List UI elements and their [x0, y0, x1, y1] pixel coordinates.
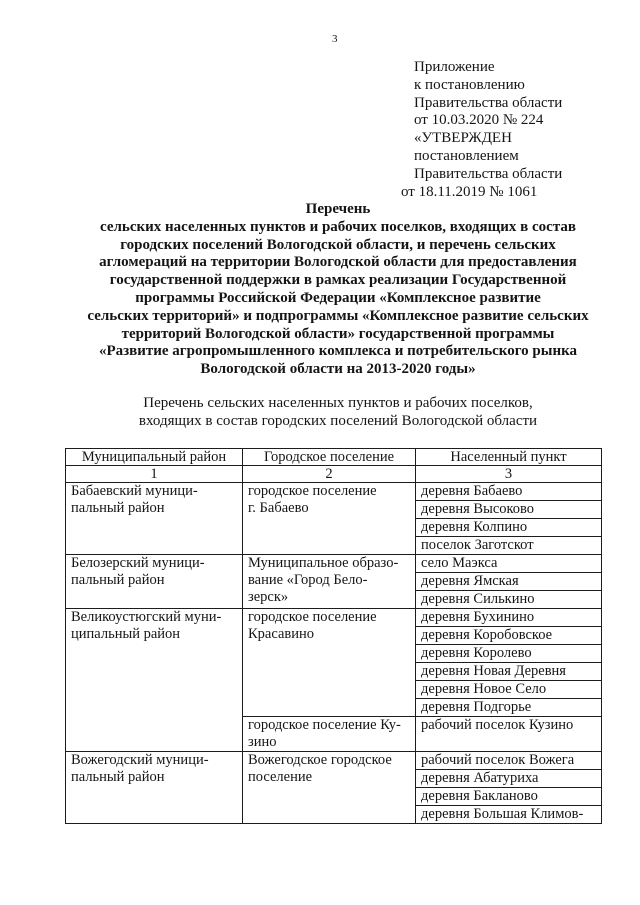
cell-line: пальный район [71, 769, 165, 785]
cell-line: поселение [248, 769, 313, 785]
table-header-row [66, 449, 602, 466]
cell-line: пальный район [71, 500, 165, 516]
title-line: «Развитие агропромышленного комплекса и потребительского рынка [98, 343, 578, 360]
cell-line: пальный район [71, 572, 165, 588]
approval-line: постановлением [414, 147, 519, 164]
approval-line: к постановлению [414, 76, 525, 93]
locality-cell: рабочий поселок Вожега [416, 752, 602, 770]
cell-line: городское поселение [248, 609, 377, 625]
table-row [66, 555, 602, 573]
cell-line: зерск» [248, 589, 289, 605]
title-line: сельских населенных пунктов и рабочих поселков, входящих в состав [100, 218, 576, 235]
locality-cell: деревня Подгорье [416, 699, 602, 717]
cell-line: ципальный район [71, 626, 181, 642]
locality-cell: поселок Заготскот [416, 537, 602, 555]
approval-line: «УТВЕРЖДЕН [414, 130, 512, 147]
column-number: 2 [243, 466, 416, 483]
column-number-row [66, 466, 602, 483]
approval-line: от 10.03.2020 № 224 [414, 112, 544, 129]
approval-line: от 18.11.2019 № 1061 [401, 183, 538, 200]
locality-cell: рабочий поселок Кузино [416, 717, 602, 752]
title-line: Перечень [305, 201, 371, 217]
cell-line: Бабаевский муници- [71, 483, 198, 499]
settlement-cell [243, 483, 416, 555]
column-number: 3 [416, 466, 602, 483]
settlement-cell [243, 609, 416, 717]
column-number: 1 [66, 466, 243, 483]
cell-line: Вожегодский муници- [71, 752, 209, 768]
settlements-table [65, 448, 602, 824]
locality-cell: деревня Ямская [416, 573, 602, 591]
district-cell [66, 752, 243, 824]
caption-line: Перечень сельских населенных пунктов и рабочих поселков, [143, 395, 533, 411]
document-title [60, 201, 616, 379]
table-row [66, 483, 602, 501]
settlement-cell [243, 717, 416, 752]
title-line: государственной поддержки в рамках реализации Государственной [109, 272, 567, 289]
page-number: 3 [332, 33, 338, 45]
title-line: программы Российской Федерации «Комплексное развитие [135, 289, 541, 306]
approval-line: Правительства области [414, 165, 563, 182]
cell-line: г. Бабаево [248, 500, 309, 516]
cell-line: вание «Город Бело- [248, 572, 368, 588]
title-line: сельских территорий» и подпрограммы «Комплексное развитие сельских [87, 307, 589, 324]
approval-line: Приложение [414, 59, 495, 75]
district-cell [66, 555, 243, 609]
approval-block [401, 59, 563, 201]
title-line: агломераций на территории Вологодской области для предоставления [99, 254, 577, 271]
title-line: территорий Вологодской области» государственной программы [121, 325, 555, 342]
locality-cell: деревня Бабаево [416, 483, 602, 501]
locality-cell: деревня Бухинино [416, 609, 602, 627]
cell-line: Красавино [248, 626, 315, 642]
table-body [66, 483, 602, 824]
cell-line: Вожегодское городское [248, 752, 392, 768]
district-cell [66, 609, 243, 752]
table-row [66, 752, 602, 770]
table-caption [60, 395, 616, 430]
cell-line: Великоустюгский муни- [71, 609, 222, 625]
cell-line: зино [248, 734, 277, 750]
table-head [66, 449, 602, 483]
locality-cell: деревня Высоково [416, 501, 602, 519]
locality-cell: деревня Коробовское [416, 627, 602, 645]
approval-line: Правительства области [414, 94, 563, 111]
locality-cell: деревня Бакланово [416, 788, 602, 806]
cell-line: Муниципальное образо- [248, 555, 399, 571]
table-row [66, 609, 602, 627]
locality-cell: деревня Королево [416, 645, 602, 663]
settlement-cell [243, 555, 416, 609]
cell-line: городское поселение Ку- [248, 717, 401, 733]
locality-cell: деревня Силькино [416, 591, 602, 609]
locality-cell: деревня Новое Село [416, 681, 602, 699]
district-cell [66, 483, 243, 555]
locality-cell: деревня Колпино [416, 519, 602, 537]
locality-cell: деревня Новая Деревня [416, 663, 602, 681]
locality-cell: деревня Большая Климов- [416, 806, 602, 824]
header-district: Муниципальный район [66, 449, 243, 466]
header-settlement: Городское поселение [243, 449, 416, 466]
settlement-cell [243, 752, 416, 824]
title-line: Вологодской области на 2013-2020 годы» [200, 361, 476, 378]
locality-cell: деревня Абатуриха [416, 770, 602, 788]
cell-line: городское поселение [248, 483, 377, 499]
title-line: городских поселений Вологодской области, и перечень сельских [120, 236, 556, 253]
caption-line: входящих в состав городских поселений Вологодской области [138, 412, 538, 429]
cell-line: Белозерский муници- [71, 555, 205, 571]
locality-cell: село Маэкса [416, 555, 602, 573]
header-locality: Населенный пункт [416, 449, 602, 466]
